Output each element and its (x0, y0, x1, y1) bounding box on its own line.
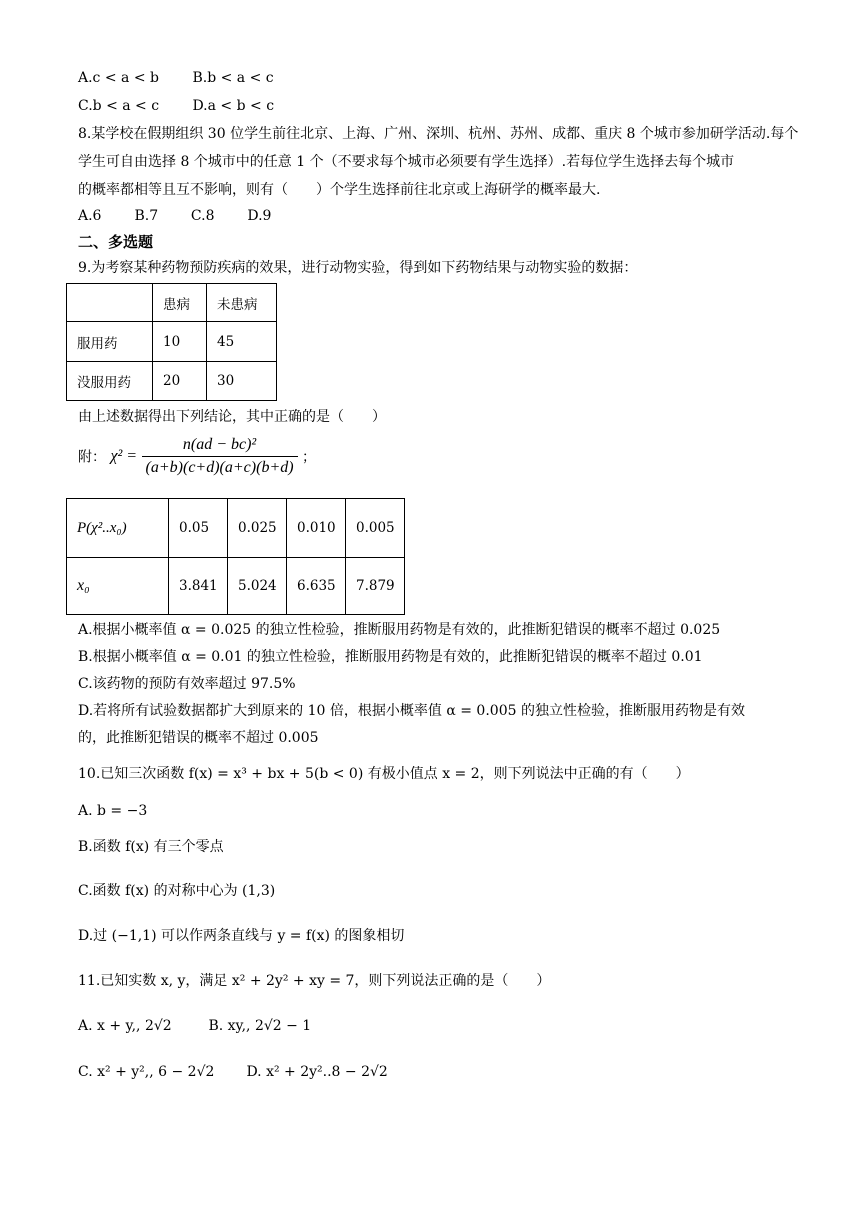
q11-option-a: A. x + y,, 2√2 (78, 1018, 172, 1034)
q8-text-line2: 学生可自由选择 8 个城市中的任意 1 个（不要求每个城市必须要有学生选择）.若每位学生选择去每个城市 (78, 154, 735, 170)
table-cell: 5.024 (228, 558, 287, 615)
table-cell: 10 (153, 322, 207, 362)
table-cell: 服用药 (67, 322, 153, 362)
q9-intro: 9.为考察某种药物预防疾病的效果，进行动物实验，得到如下药物结果与动物实验的数据： (78, 260, 638, 276)
table-cell: 6.635 (287, 558, 346, 615)
formula-fraction (142, 436, 298, 477)
q9-question: 由上述数据得出下列结论，其中正确的是（ ） (78, 409, 386, 425)
table-cell: x₀ (67, 558, 169, 615)
table-cell: 0.025 (228, 499, 287, 558)
q8-options (78, 206, 271, 226)
table-cell: 20 (153, 362, 207, 401)
table-cell: 0.005 (346, 499, 405, 558)
table-cell: 没服用药 (67, 362, 153, 401)
q7-option-d: D.a < b < c (192, 98, 275, 114)
q9-option-b: B.根据小概率值 α = 0.01 的独立性检验，推断服用药物是有效的，此推断犯错误的概率不超过 0.01 (78, 649, 703, 665)
q7-option-a: A.c < a < b (78, 70, 159, 86)
formula-prefix: 附： (78, 449, 106, 466)
q9-option-d-line1: D.若将所有试验数据都扩大到原来的 10 倍，根据小概率值 α = 0.005 的独立性检验，推断服用药物是有效 (78, 703, 745, 719)
q9-option-a: A.根据小概率值 α = 0.025 的独立性检验，推断服用药物是有效的，此推断犯错误的概率不超过 0.025 (78, 622, 721, 638)
table-header-cell: 未患病 (207, 284, 277, 322)
q8-option-a: A.6 (78, 208, 102, 224)
chi-square-critical-table (66, 498, 405, 615)
chi-square-formula (78, 436, 316, 490)
formula-lhs: χ² = (110, 447, 138, 465)
table-row (67, 499, 405, 558)
q11-options-row2 (78, 1062, 388, 1082)
formula-numerator: n(ad − bc)² (142, 436, 298, 457)
q10-stem: 10.已知三次函数 f(x) = x³ + bx + 5(b < 0) 有极小值点 x = 2，则下列说法中正确的有（ ） (78, 766, 690, 782)
q7-option-c: C.b < a < c (78, 98, 160, 114)
q10-option-c: C.函数 f(x) 的对称中心为 (1,3) (78, 883, 276, 899)
q8-option-d: D.9 (247, 208, 272, 224)
q9-data-table (66, 283, 277, 401)
section-heading: 二、多选题 (78, 233, 154, 251)
table-header-cell (67, 284, 153, 322)
table-cell: 0.05 (169, 499, 228, 558)
table-cell: 30 (207, 362, 277, 401)
formula-denominator: (a+b)(c+d)(a+c)(b+d) (145, 459, 294, 476)
q9-option-d-line2: 的，此推断犯错误的概率不超过 0.005 (78, 730, 319, 746)
formula-suffix: ； (302, 449, 317, 466)
table-cell: 3.841 (169, 558, 228, 615)
table-header-cell: 患病 (153, 284, 207, 322)
q9-option-c: C.该药物的预防有效率超过 97.5% (78, 676, 296, 692)
q8-option-c: C.8 (190, 208, 215, 224)
table-cell: 0.010 (287, 499, 346, 558)
table-row (67, 362, 277, 401)
q11-stem: 11.已知实数 x, y，满足 x² + 2y² + xy = 7，则下列说法正确的是（ ） (78, 973, 551, 989)
table-cell: P(χ²..x₀) (67, 499, 169, 558)
table-row (67, 322, 277, 362)
q7-options-row2 (78, 96, 274, 116)
q10-option-b: B.函数 f(x) 有三个零点 (78, 839, 224, 855)
table-cell: 7.879 (346, 558, 405, 615)
q10-option-a: A. b = −3 (78, 803, 148, 819)
q8-text-line3: 的概率都相等且互不影响，则有（ ）个学生选择前往北京或上海研学的概率最大. (78, 182, 601, 198)
q11-option-b: B. xy,, 2√2 − 1 (208, 1018, 312, 1034)
q8-text-line1: 8.某学校在假期组织 30 位学生前往北京、上海、广州、深圳、杭州、苏州、成都、重庆 8 个城市参加研学活动.每个 (78, 126, 799, 142)
q10-option-d: D.过 (−1,1) 可以作两条直线与 y = f(x) 的图象相切 (78, 928, 405, 944)
table-row (67, 558, 405, 615)
q11-option-d: D. x² + 2y²..8 − 2√2 (246, 1064, 388, 1080)
q8-option-b: B.7 (134, 208, 159, 224)
table-cell: 45 (207, 322, 277, 362)
q7-option-b: B.b < a < c (192, 70, 274, 86)
q11-options-row1 (78, 1016, 311, 1036)
q7-options-row1 (78, 68, 274, 88)
q11-option-c: C. x² + y²,, 6 − 2√2 (78, 1064, 215, 1080)
